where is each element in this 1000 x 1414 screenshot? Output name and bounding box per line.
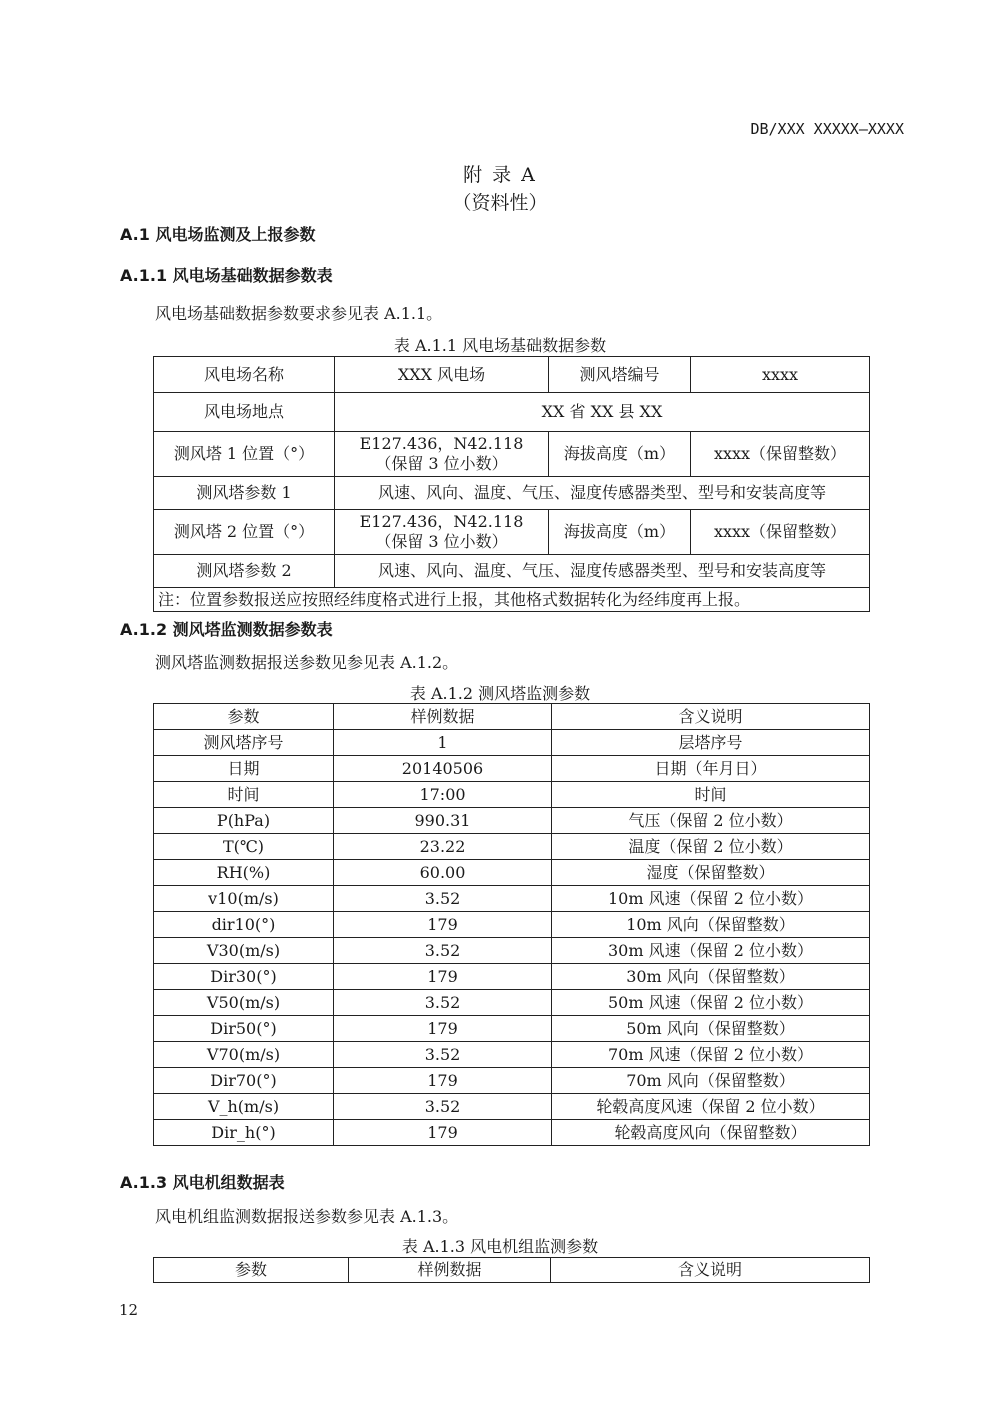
table-a12-cell-param: P(hPa) [154,808,334,834]
table-a12-cell-sample: 179 [334,1120,552,1146]
table-a12-cell-sample: 3.52 [334,886,552,912]
table-row [154,730,870,756]
table-a12-cell-meaning: 50m 风向（保留整数） [552,1016,870,1042]
table-a12-cell-sample: 3.52 [334,1094,552,1120]
table-a12-cell-sample: 60.00 [334,860,552,886]
farm-name-label: 风电场名称 [154,357,335,393]
appendix-subtitle: （资料性） [452,192,548,214]
farm-location-label: 风电场地点 [154,393,335,432]
altitude1-value: xxxx（保留整数） [691,432,870,477]
table-a12-cell-meaning: 层塔序号 [552,730,870,756]
table-a12-cell-meaning: 70m 风速（保留 2 位小数） [552,1042,870,1068]
table-a12-header-param: 参数 [154,704,334,730]
section-a12-paragraph: 测风塔监测数据报送参数见参见表 A.1.2。 [155,653,459,672]
table-a12-caption: 表 A.1.2 测风塔监测参数 [409,684,591,703]
table-row [154,756,870,782]
standard-code: DB/XXX XXXXX—XXXX [750,120,904,138]
table-row [154,782,870,808]
table-row [154,860,870,886]
table-row [154,808,870,834]
table-a11-note: 注：位置参数报送应按照经纬度格式进行上报，其他格式数据转化为经纬度再上报。 [154,588,870,612]
altitude2-label: 海拔高度（m） [549,510,691,555]
table-row [154,1094,870,1120]
table-a12-cell-meaning: 30m 风速（保留 2 位小数） [552,938,870,964]
table-a12-cell-meaning: 10m 风向（保留整数） [552,912,870,938]
section-heading-a11: A.1.1 风电场基础数据参数表 [120,266,333,285]
section-a13-paragraph: 风电机组监测数据报送参数参见表 A.1.3。 [155,1207,459,1226]
table-a12-cell-sample: 1 [334,730,552,756]
table-a12-cell-param: Dir50(°) [154,1016,334,1042]
table-a13-header-sample: 样例数据 [349,1258,551,1283]
table-row [154,834,870,860]
table-a12-header-sample: 样例数据 [334,704,552,730]
table-a12-cell-param: T(℃) [154,834,334,860]
table-a12-cell-param: dir10(°) [154,912,334,938]
table-a12-cell-sample: 990.31 [334,808,552,834]
table-a12-cell-param: 时间 [154,782,334,808]
tower-number-value: xxxx [691,357,870,393]
table-a13-header-meaning: 含义说明 [551,1258,870,1283]
table-a12-cell-param: Dir_h(°) [154,1120,334,1146]
table-a12-cell-param: Dir30(°) [154,964,334,990]
table-a12-cell-param: 测风塔序号 [154,730,334,756]
table-a12-cell-param: RH(%) [154,860,334,886]
altitude1-label: 海拔高度（m） [549,432,691,477]
table-a12-cell-sample: 3.52 [334,1042,552,1068]
table-row [154,1068,870,1094]
table-a12-cell-param: V30(m/s) [154,938,334,964]
tower2-position-value: E127.436，N42.118 [359,512,524,531]
table-a12-cell-sample: 20140506 [334,756,552,782]
table-a13-header-param: 参数 [154,1258,349,1283]
tower1-position-value: E127.436，N42.118 [359,434,524,453]
section-a11-paragraph: 风电场基础数据参数要求参见表 A.1.1。 [155,304,443,323]
table-row [154,1120,870,1146]
altitude2-value: xxxx（保留整数） [691,510,870,555]
farm-location-value: XX 省 XX 县 XX [335,393,870,432]
table-a12-cell-sample: 179 [334,1068,552,1094]
tower2-params-value: 风速、风向、温度、气压、湿度传感器类型、型号和安装高度等 [335,555,870,588]
table-a12-cell-param: Dir70(°) [154,1068,334,1094]
tower2-position-cell [335,510,549,555]
farm-name-value: XXX 风电场 [335,357,549,393]
tower1-position-label: 测风塔 1 位置（°） [154,432,335,477]
tower-number-label: 测风塔编号 [549,357,691,393]
table-a12-cell-meaning: 时间 [552,782,870,808]
table-a12-cell-meaning: 50m 风速（保留 2 位小数） [552,990,870,1016]
table-a12-header-meaning: 含义说明 [552,704,870,730]
table-row [154,1016,870,1042]
table-a12-cell-meaning: 温度（保留 2 位小数） [552,834,870,860]
table-a12-cell-meaning: 气压（保留 2 位小数） [552,808,870,834]
tower-monitoring-table [153,703,870,1146]
tower2-position-note: （保留 3 位小数） [375,532,508,551]
table-row [154,886,870,912]
tower1-params-label: 测风塔参数 1 [154,477,335,510]
table-a12-cell-meaning: 30m 风向（保留整数） [552,964,870,990]
table-a12-cell-sample: 17:00 [334,782,552,808]
table-a12-cell-sample: 179 [334,912,552,938]
tower2-position-label: 测风塔 2 位置（°） [154,510,335,555]
table-row [154,964,870,990]
table-row [154,990,870,1016]
table-a12-cell-sample: 179 [334,1016,552,1042]
table-a11-caption: 表 A.1.1 风电场基础数据参数 [393,336,607,355]
table-a12-cell-param: 日期 [154,756,334,782]
table-a12-cell-sample: 23.22 [334,834,552,860]
table-a12-cell-meaning: 轮毂高度风速（保留 2 位小数） [552,1094,870,1120]
turbine-monitoring-table [153,1257,870,1283]
tower1-position-cell [335,432,549,477]
table-a12-cell-param: V_h(m/s) [154,1094,334,1120]
section-heading-a12: A.1.2 测风塔监测数据参数表 [120,620,333,639]
table-a12-cell-sample: 179 [334,964,552,990]
table-row [154,938,870,964]
section-heading-a13: A.1.3 风电机组数据表 [120,1173,285,1192]
table-a12-cell-meaning: 70m 风向（保留整数） [552,1068,870,1094]
table-a12-cell-sample: 3.52 [334,990,552,1016]
page-number: 12 [119,1301,139,1319]
table-a12-cell-sample: 3.52 [334,938,552,964]
table-row [154,1042,870,1068]
table-a12-cell-meaning: 湿度（保留整数） [552,860,870,886]
table-row [154,912,870,938]
table-a12-cell-param: v10(m/s) [154,886,334,912]
appendix-title: 附 录 A [463,164,537,186]
section-heading-a1: A.1 风电场监测及上报参数 [120,225,316,244]
table-a12-cell-param: V50(m/s) [154,990,334,1016]
tower-monitoring-table-body [154,730,870,1146]
tower2-params-label: 测风塔参数 2 [154,555,335,588]
table-a12-cell-meaning: 10m 风速（保留 2 位小数） [552,886,870,912]
tower1-params-value: 风速、风向、温度、气压、湿度传感器类型、型号和安装高度等 [335,477,870,510]
table-a12-cell-param: V70(m/s) [154,1042,334,1068]
table-a13-caption: 表 A.1.3 风电机组监测参数 [401,1237,599,1256]
table-a12-cell-meaning: 日期（年月日） [552,756,870,782]
tower1-position-note: （保留 3 位小数） [375,454,508,473]
table-a12-cell-meaning: 轮毂高度风向（保留整数） [552,1120,870,1146]
wind-farm-base-data-table [153,356,870,612]
